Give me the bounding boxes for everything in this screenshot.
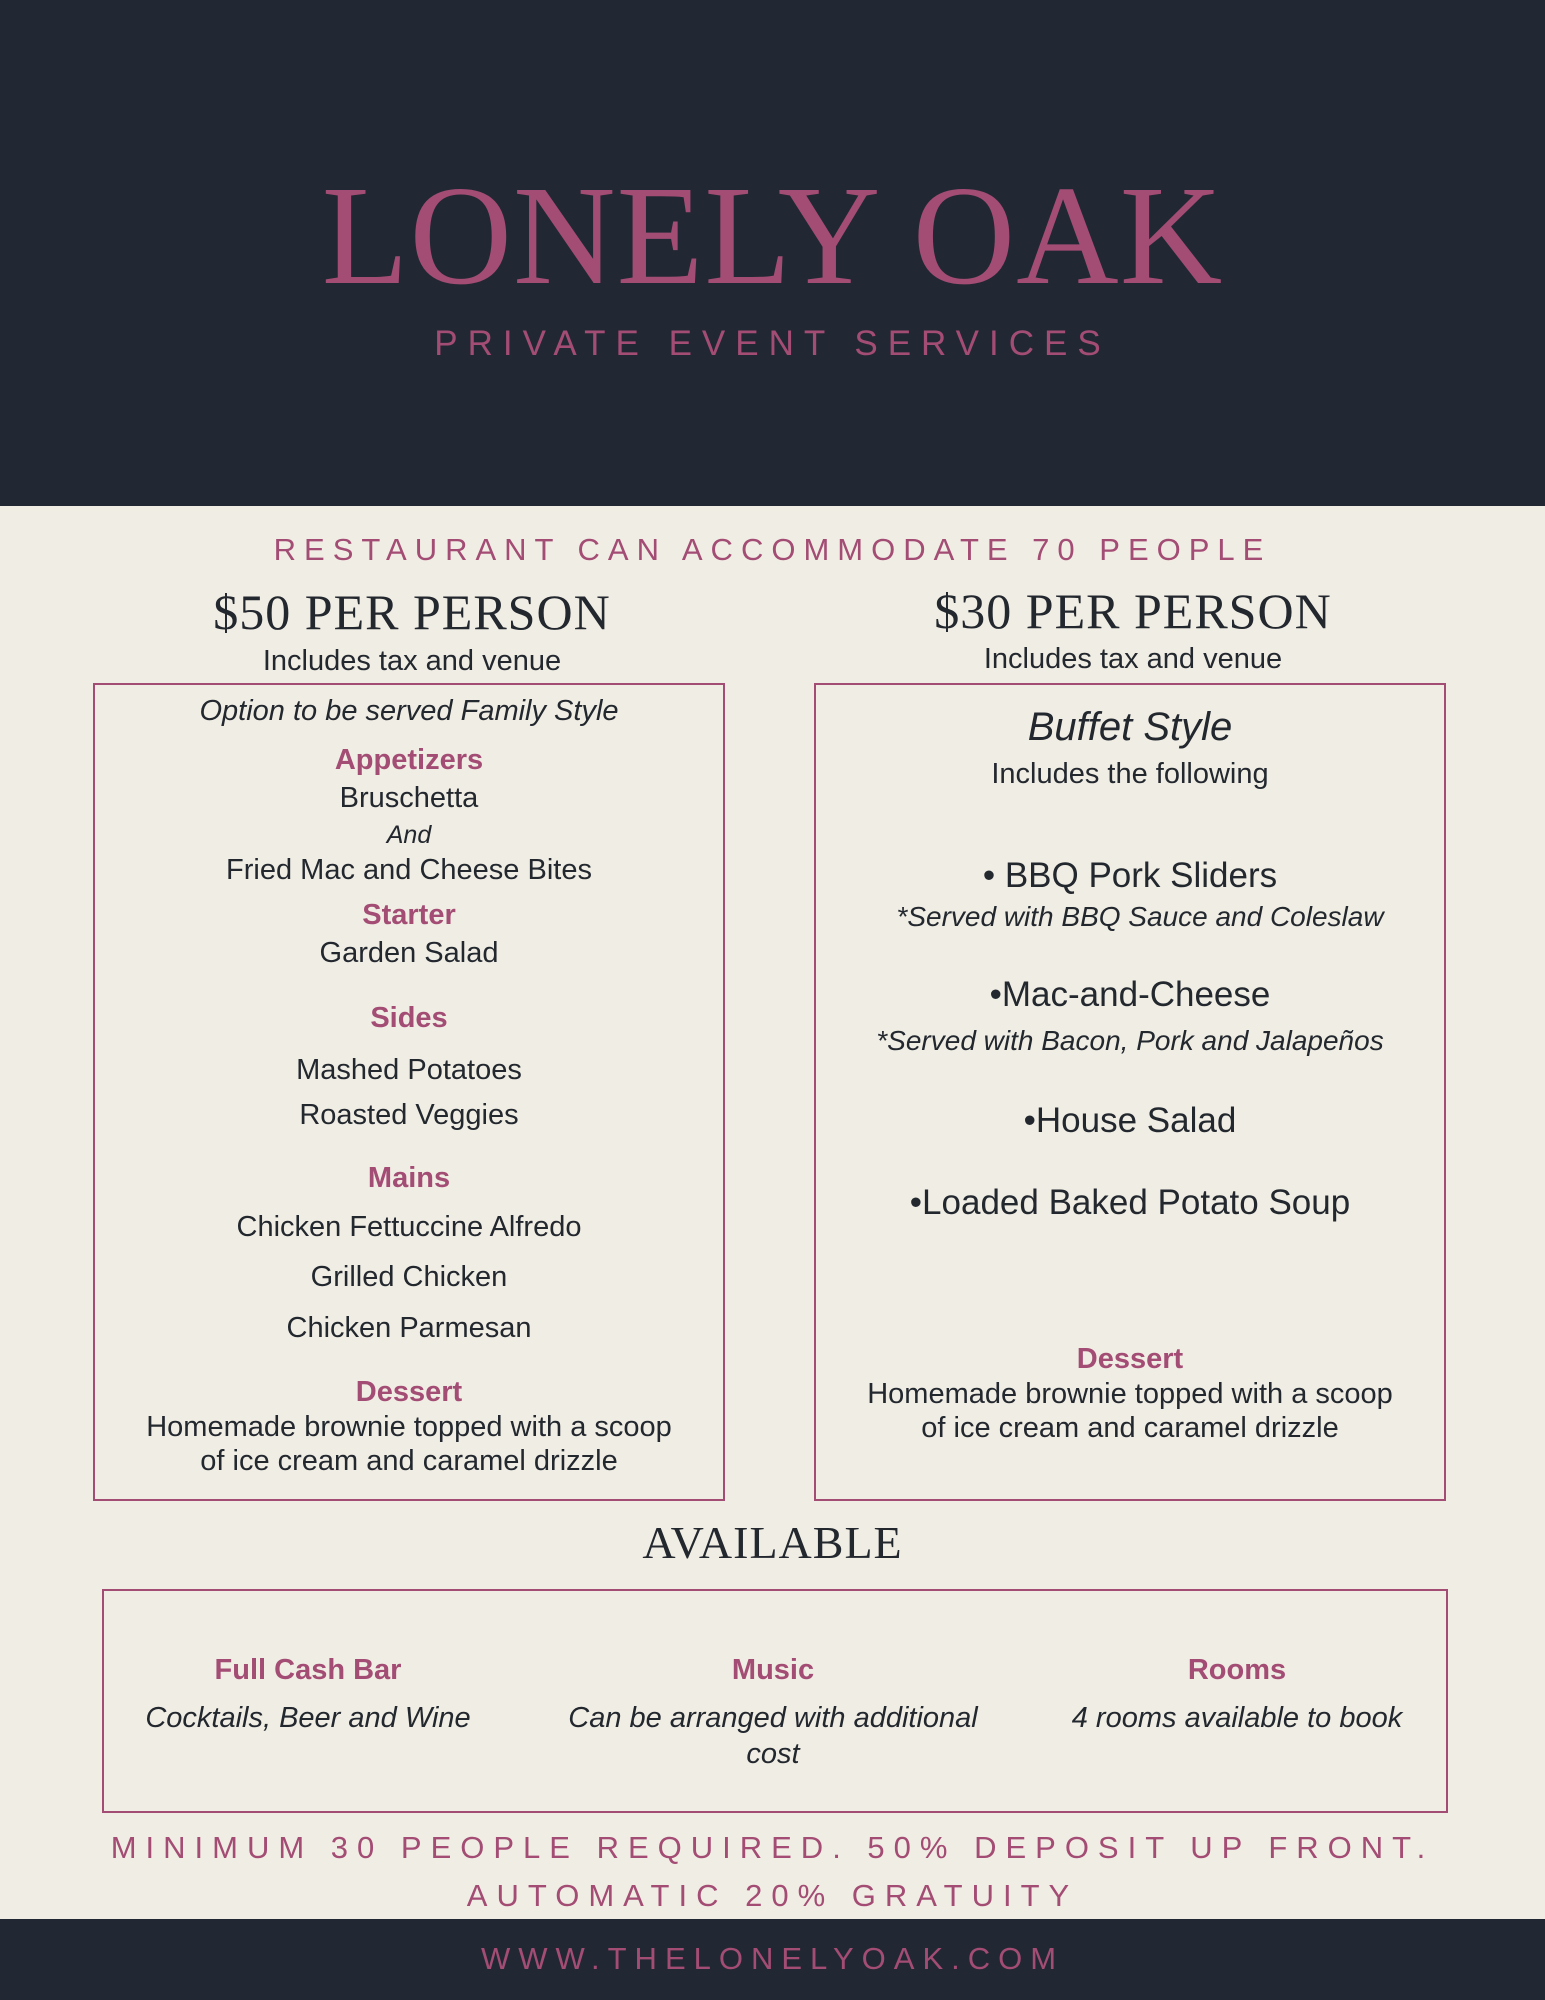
- dessert-description: Homemade brownie topped with a scoop: [867, 1378, 1393, 1410]
- footer-banner: [0, 1919, 1545, 2000]
- header-banner: [0, 0, 1545, 506]
- appetizer-joiner: And: [386, 821, 432, 849]
- brand-subtitle: PRIVATE EVENT SERVICES: [434, 324, 1111, 363]
- available-heading: AVAILABLE: [642, 1517, 903, 1568]
- available-item-description: Can be arranged with additional cost: [568, 1702, 978, 1770]
- family-package-price: $50 PER PERSON: [213, 584, 611, 640]
- available-item-description: Cocktails, Beer and Wine: [145, 1702, 471, 1734]
- buffet-item: •Loaded Baked Potato Soup: [909, 1183, 1351, 1222]
- buffet-item: •House Salad: [1023, 1101, 1237, 1140]
- buffet-item-note: *Served with Bacon, Pork and Jalapeños: [876, 1025, 1384, 1056]
- starter-heading: Starter: [362, 899, 456, 931]
- website-link[interactable]: WWW.THELONELYOAK.COM: [480, 1941, 1065, 1976]
- appetizer-item: Fried Mac and Cheese Bites: [226, 854, 592, 886]
- side-item: Roasted Veggies: [299, 1099, 519, 1131]
- main-item: Grilled Chicken: [310, 1261, 508, 1293]
- buffet-item: •Mac-and-Cheese: [989, 975, 1271, 1014]
- side-item: Mashed Potatoes: [296, 1054, 522, 1086]
- family-style-option: Option to be served Family Style: [199, 695, 619, 727]
- mains-heading: Mains: [367, 1162, 451, 1194]
- brand-title: LONELY OAK: [321, 156, 1224, 314]
- available-item-description: 4 rooms available to book: [1071, 1702, 1403, 1734]
- buffet-style-subtitle: Includes the following: [991, 758, 1269, 790]
- main-item: Chicken Parmesan: [286, 1312, 532, 1344]
- available-item-title: Full Cash Bar: [214, 1654, 402, 1686]
- available-item-title: Music: [731, 1654, 815, 1686]
- family-package-includes: Includes tax and venue: [262, 645, 562, 677]
- capacity-note: RESTAURANT CAN ACCOMMODATE 70 PEOPLE: [273, 532, 1272, 567]
- buffet-package-includes: Includes tax and venue: [983, 643, 1283, 675]
- dessert-description: Homemade brownie topped with a scoop: [146, 1411, 672, 1443]
- available-item-title: Rooms: [1187, 1654, 1287, 1686]
- dessert-heading: Dessert: [1076, 1343, 1184, 1375]
- main-item: Chicken Fettuccine Alfredo: [236, 1211, 582, 1243]
- appetizer-item: Bruschetta: [339, 782, 479, 814]
- appetizers-heading: Appetizers: [334, 744, 484, 776]
- dessert-description: of ice cream and caramel drizzle: [921, 1412, 1339, 1444]
- booking-terms-line: MINIMUM 30 PEOPLE REQUIRED. 50% DEPOSIT UP FRONT.: [110, 1830, 1435, 1865]
- buffet-item-note: *Served with BBQ Sauce and Coleslaw: [896, 901, 1384, 932]
- starter-item: Garden Salad: [319, 937, 499, 969]
- available-item: [553, 1652, 993, 1772]
- family-package-menu: [93, 683, 725, 1501]
- booking-terms: [0, 1824, 1545, 1920]
- available-item: [1017, 1652, 1457, 1736]
- available-item: [88, 1652, 528, 1736]
- sides-heading: Sides: [370, 1002, 448, 1034]
- booking-terms-line: AUTOMATIC 20% GRATUITY: [466, 1878, 1079, 1913]
- buffet-item: • BBQ Pork Sliders: [982, 856, 1278, 895]
- buffet-style-title: Buffet Style: [1027, 705, 1233, 749]
- dessert-heading: Dessert: [355, 1376, 463, 1408]
- dessert-description: of ice cream and caramel drizzle: [200, 1445, 618, 1477]
- buffet-package-menu: [814, 683, 1446, 1501]
- buffet-package-price: $30 PER PERSON: [934, 583, 1332, 639]
